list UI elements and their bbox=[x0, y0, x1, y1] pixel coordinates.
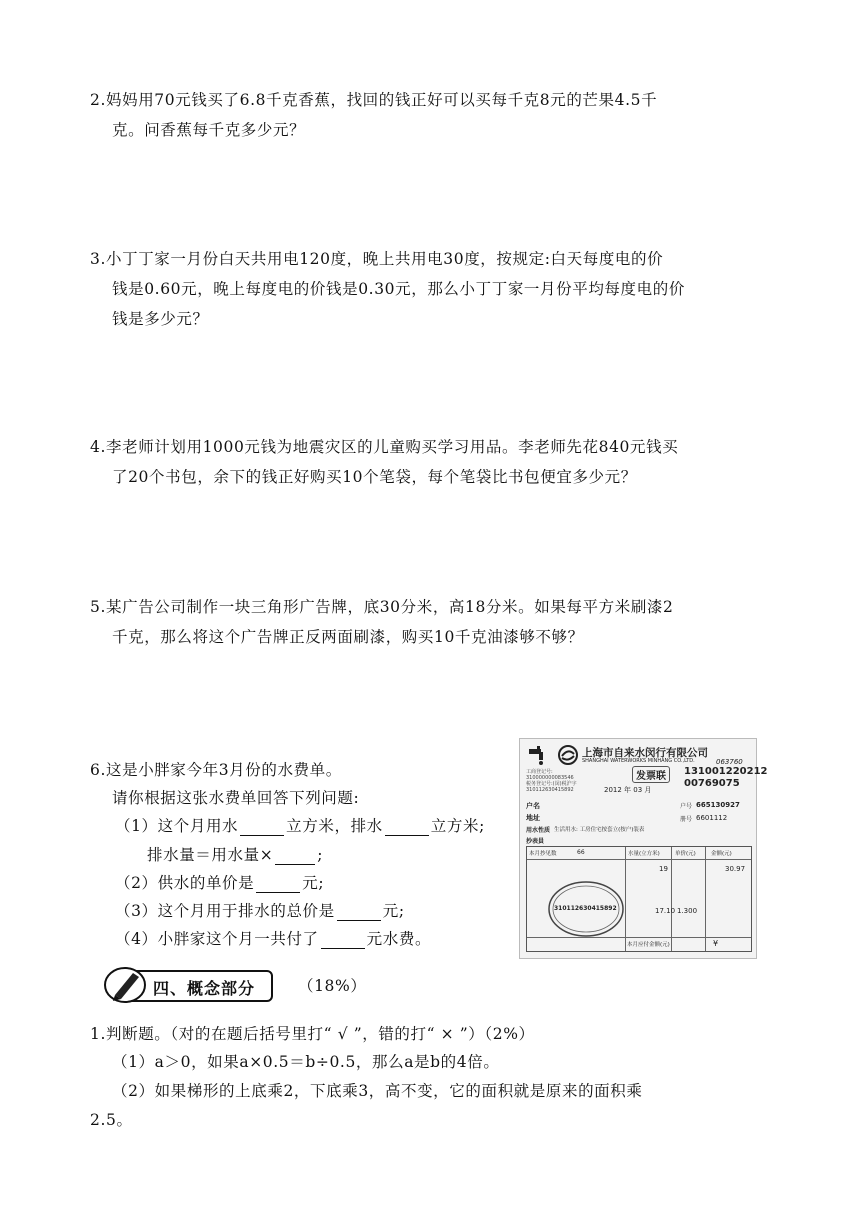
receipt-field-reader: 抄表員 bbox=[526, 838, 545, 845]
receipt-field-address: 地址 bbox=[526, 814, 540, 822]
total-fee-blank[interactable] bbox=[321, 932, 365, 949]
receipt-account-label: 户号 bbox=[680, 803, 693, 810]
drainage-blank[interactable] bbox=[385, 819, 429, 836]
judgement-q2-line-2: 2.5。 bbox=[90, 1111, 133, 1129]
receipt-account: 665130927 bbox=[696, 801, 740, 809]
problem-3-line-1: 3.小丁丁家一月份白天共用电120度，晚上共用电30度，按规定:白天每度电的价 bbox=[90, 250, 664, 268]
receipt-code-no: 131001220212 bbox=[684, 766, 768, 777]
receipt-field-usage: 用水性质 bbox=[526, 827, 551, 834]
water-usage-blank[interactable] bbox=[240, 819, 284, 836]
header-volume: 水量(立方米) bbox=[628, 851, 660, 857]
judgement-heading: 1.判断题。（对的在题后括号里打“ √ ”，错的打“ × ”）（2%） bbox=[90, 1025, 535, 1043]
problem-6-q1-formula bbox=[147, 845, 323, 865]
problem-3-line-3: 钱是多少元？ bbox=[112, 310, 209, 328]
section-4-title: 四、概念部分 bbox=[153, 979, 256, 998]
drain-total-blank[interactable] bbox=[337, 904, 381, 921]
q1-text-c: 立方米; bbox=[430, 817, 485, 835]
problem-2-line-1: 2.妈妈用70元钱买了6.8千克香蕉，找回的钱正好可以买每千克8元的芒果4.5千 bbox=[90, 91, 658, 109]
problem-5-line-1: 5.某广告公司制作一块三角形广告牌，底30分米，高18分米。如果每平方米刷漆2 bbox=[90, 598, 674, 616]
problem-6-q4 bbox=[115, 929, 431, 949]
problem-6-q2 bbox=[115, 873, 324, 893]
problem-4-line-1: 4.李老师计划用1000元钱为地震灾区的儿童购买学习用品。李老师先花840元钱买 bbox=[90, 438, 679, 456]
total-yen: ¥ bbox=[713, 939, 719, 948]
problem-6-q3 bbox=[115, 901, 405, 921]
judgement-q2-line-1: （2）如果梯形的上底乘2，下底乘3，高不变，它的面积就是原来的面积乘 bbox=[112, 1082, 643, 1100]
unit-price-blank[interactable] bbox=[256, 876, 300, 893]
problem-6-q1 bbox=[115, 816, 485, 836]
receipt-registration-block: 工商登记号: 310000000083546 税务登记号:(闵)税沪字 310112630415892 bbox=[526, 769, 577, 793]
judgement-q1: （1）a＞0，如果a×0.5＝b÷0.5，那么a是b的4倍。 bbox=[112, 1053, 500, 1071]
drain-volume-value: 17.10 bbox=[655, 907, 676, 915]
receipt-company-en: SHANGHAI WATERWORKS MINHANG CO.,LTD. bbox=[582, 758, 695, 764]
water-amount-value: 30.97 bbox=[725, 865, 746, 873]
receipt-company: 上海市自来水闵行有限公司 bbox=[582, 747, 708, 759]
ratio-blank[interactable] bbox=[275, 848, 315, 865]
problem-5-line-2: 千克，那么将这个广告牌正反两面刷漆，购买10千克油漆够不够？ bbox=[112, 628, 584, 646]
receipt-serial: 063760 bbox=[716, 758, 743, 766]
q3-text-a: （3）这个月用于排水的总价是 bbox=[115, 902, 335, 920]
q2-text-a: （2）供水的单价是 bbox=[115, 874, 255, 892]
water-bill-receipt bbox=[519, 738, 768, 959]
problem-4-line-2: 了20个书包，余下的钱正好购买10个笔袋，每个笔袋比书包便宜多少元？ bbox=[112, 468, 637, 486]
problem-3-line-2: 钱是0.60元，晚上每度电的价钱是0.30元，那么小丁丁家一月份平均每度电的价 bbox=[112, 280, 685, 298]
q4-text-b: 元水费。 bbox=[366, 930, 432, 948]
q2-text-b: 元; bbox=[302, 874, 325, 892]
receipt-stamp-title: 发票联 bbox=[632, 766, 670, 783]
receipt-meter-label: 册号 bbox=[680, 816, 693, 823]
header-amount: 金额(元) bbox=[711, 851, 732, 857]
problem-6-intro: 6.这是小胖家今年3月份的水费单。 bbox=[90, 761, 342, 779]
company-logo-icon bbox=[558, 745, 578, 765]
header-meter-reading: 本月抄见数 bbox=[529, 851, 557, 857]
drain-price-value: 1.300 bbox=[677, 907, 698, 915]
receipt-date: 2012 年 03 月 bbox=[604, 786, 652, 794]
header-unit-price: 单价(元) bbox=[675, 851, 696, 857]
receipt-invoice-no: 00769075 bbox=[684, 778, 740, 789]
total-label: 本月应付金额(元) bbox=[627, 942, 670, 948]
seal-code: 310112630415892 bbox=[554, 905, 617, 912]
faucet-icon bbox=[526, 744, 548, 766]
problem-6-instruction: 请你根据这张水费单回答下列问题: bbox=[112, 789, 360, 807]
pencil-icon bbox=[103, 963, 155, 1005]
receipt-field-name: 户名 bbox=[526, 802, 540, 810]
section-4-percent: （18%） bbox=[298, 977, 367, 995]
q1-text-a: （1）这个月用水 bbox=[115, 817, 239, 835]
problem-2-line-2: 克。问香蕉每千克多少元？ bbox=[112, 121, 306, 139]
receipt-meter: 6601112 bbox=[696, 814, 728, 822]
q1-formula-text: 排水量＝用水量× bbox=[147, 846, 274, 864]
water-volume-value: 19 bbox=[659, 865, 668, 873]
q3-text-b: 元; bbox=[382, 902, 405, 920]
receipt-usage-type: 生活用水: 工房住宅按套立(按户)装表 bbox=[554, 827, 645, 833]
section-4-banner bbox=[103, 963, 273, 1005]
q1-text-b: 立方米，排水 bbox=[286, 817, 383, 835]
meter-reading-value: 66 bbox=[577, 849, 585, 856]
q4-text-a: （4）小胖家这个月一共付了 bbox=[115, 930, 319, 948]
q1-formula-end: ; bbox=[317, 846, 324, 864]
